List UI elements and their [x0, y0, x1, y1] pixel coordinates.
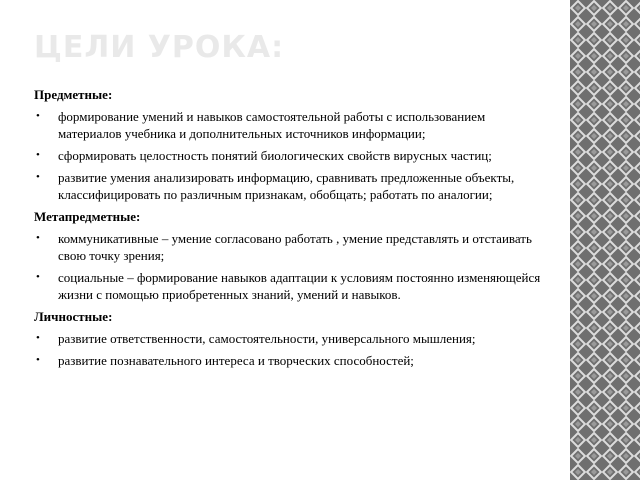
- list-item: [34, 147, 544, 164]
- diamond-pattern-icon: [570, 0, 640, 480]
- list-item-text: социальные – формирование навыков адаптации к условиям постоянно изменяющейся жизни с помощью приобретенных знаний, умений и навыков.: [58, 270, 541, 302]
- decorative-pattern-strip: [570, 0, 640, 480]
- section-metasubject: [34, 208, 544, 303]
- bullet-list: [34, 230, 544, 303]
- list-item-text: формирование умений и навыков самостоятельной работы с использованием материалов учебника и дополнительных источников информации;: [58, 109, 486, 141]
- list-item-text: развитие ответственности, самостоятельности, универсального мышления;: [58, 331, 476, 346]
- slide-title: ЦЕЛИ УРОКА:: [34, 30, 285, 65]
- bullet-icon: •: [36, 232, 40, 244]
- list-item: [34, 330, 544, 347]
- section-heading: Предметные:: [34, 87, 113, 102]
- list-item: [34, 108, 544, 142]
- list-item: [34, 230, 544, 264]
- section-personal: [34, 308, 544, 369]
- bullet-list: [34, 108, 544, 203]
- bullet-icon: •: [36, 332, 40, 344]
- section-heading: Личностные:: [34, 309, 113, 324]
- list-item-text: коммуникативные – умение согласовано работать , умение представлять и отстаивать свою точку зрения;: [58, 231, 532, 263]
- list-item-text: сформировать целостность понятий биологических свойств вирусных частиц;: [58, 148, 492, 163]
- bullet-icon: •: [36, 354, 40, 366]
- bullet-icon: •: [36, 149, 40, 161]
- list-item-text: развитие умения анализировать информацию, сравнивать предложенные объекты, классифицировать по различным признакам, обобщать; работать по аналогии;: [58, 170, 515, 202]
- bullet-icon: •: [36, 271, 40, 283]
- slide-content: [34, 86, 544, 374]
- bullet-list: [34, 330, 544, 369]
- list-item-text: развитие познавательного интереса и творческих способностей;: [58, 353, 414, 368]
- bullet-icon: •: [36, 110, 40, 122]
- list-item: [34, 169, 544, 203]
- bullet-icon: •: [36, 171, 40, 183]
- section-heading: Метапредметные:: [34, 209, 141, 224]
- list-item: [34, 352, 544, 369]
- section-subject: [34, 86, 544, 203]
- list-item: [34, 269, 544, 303]
